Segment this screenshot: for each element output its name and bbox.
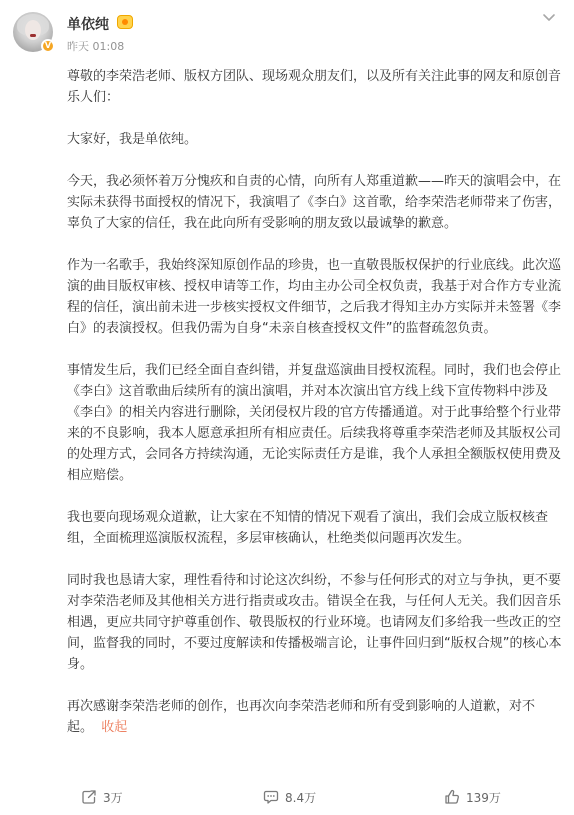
post-paragraph-request: 同时我也恳请大家，理性看待和讨论这次纠纷，不参与任何形式的对立与争执，更不要对李荣浩老师及其他相关方进行指责或攻击。错误全在我，与任何人无关。我们因音乐相遇，更应共同守护尊重创作、敬畏版权的行业环境。也请网友们多给我一些改正的空间，监督我的同时，不要过度解读和传播极端言论，让事件回归到“版权合规”的核心本身。: [67, 573, 562, 672]
collapse-link[interactable]: 收起: [101, 720, 128, 735]
avatar-face: [25, 20, 41, 40]
repost-button[interactable]: [81, 786, 123, 808]
post-timestamp[interactable]: 昨天 01:08: [67, 40, 125, 53]
comment-button[interactable]: [263, 786, 316, 808]
post-paragraph-closing: [67, 696, 563, 738]
member-badge-icon[interactable]: [117, 15, 133, 29]
post-paragraph-greeting: 大家好，我是单依纯。: [67, 132, 198, 147]
post-paragraph-audience: 我也要向现场观众道歉，让大家在不知情的情况下观看了演出，我们会成立版权核查组，全面梳理巡演版权流程，多层审核确认，杜绝类似问题再次发生。: [67, 510, 549, 546]
repost-icon: [81, 789, 97, 805]
repost-count: 3万: [103, 790, 123, 805]
post-paragraph-salutation: 尊敬的李荣浩老师、版权方团队、现场观众朋友们，以及所有关注此事的网友和原创音乐人们：: [67, 69, 562, 105]
closing-text: 再次感谢李荣浩老师的创作，也再次向李荣浩老师和所有受到影响的人道歉，对不起。: [67, 699, 536, 735]
comment-icon: [263, 789, 279, 805]
author-name[interactable]: 单依纯: [67, 17, 109, 33]
like-count: 139万: [466, 790, 501, 805]
chevron-down-icon[interactable]: [540, 12, 558, 26]
comment-count: 8.4万: [285, 790, 317, 805]
like-button[interactable]: [444, 786, 501, 808]
post-paragraph-explanation: 作为一名歌手，我始终深知原创作品的珍贵，也一直敬畏版权保护的行业底线。此次巡演的曲目版权审核、授权申请等工作，均由主办公司全权负责，我基于对合作方专业流程的信任，演出前未进一步核实授权文件细节，之后我才得知主办方实际并未签署《李白》的表演授权。但我仍需为自身“未亲自核查授权文件”的监督疏忽负责。: [67, 258, 562, 336]
post-paragraph-actions: 事情发生后，我们已经全面自查纠错，并复盘巡演曲目授权流程。同时，我们也会停止《李白》这首歌曲后续所有的演出演唱，并对本次演出官方线上线下宣传物料中涉及《李白》的相关内容进行删除，关闭侵权片段的官方传播通道。对于此事给整个行业带来的不良影响，我本人愿意承担所有相应责任。后续我将尊重李荣浩老师及其版权公司的处理方式，会同各方持续沟通，无论实际责任方是谁，我个人承担全额版权使用费及相应赔偿。: [67, 363, 562, 483]
thumbs-up-icon: [444, 789, 460, 805]
post-header: [0, 0, 574, 62]
post-body: [67, 66, 563, 738]
action-bar: [67, 786, 563, 808]
verified-v-icon: V: [41, 39, 55, 53]
avatar-lips: [30, 34, 36, 37]
post-paragraph-apology: 今天，我必须怀着万分愧疚和自责的心情，向所有人郑重道歉——昨天的演唱会中，在实际未获得书面授权的情况下，我演唱了《李白》这首歌，给李荣浩老师带来了伤害，辜负了大家的信任，我在此向所有受影响的朋友致以最诚挚的歉意。: [67, 174, 562, 231]
